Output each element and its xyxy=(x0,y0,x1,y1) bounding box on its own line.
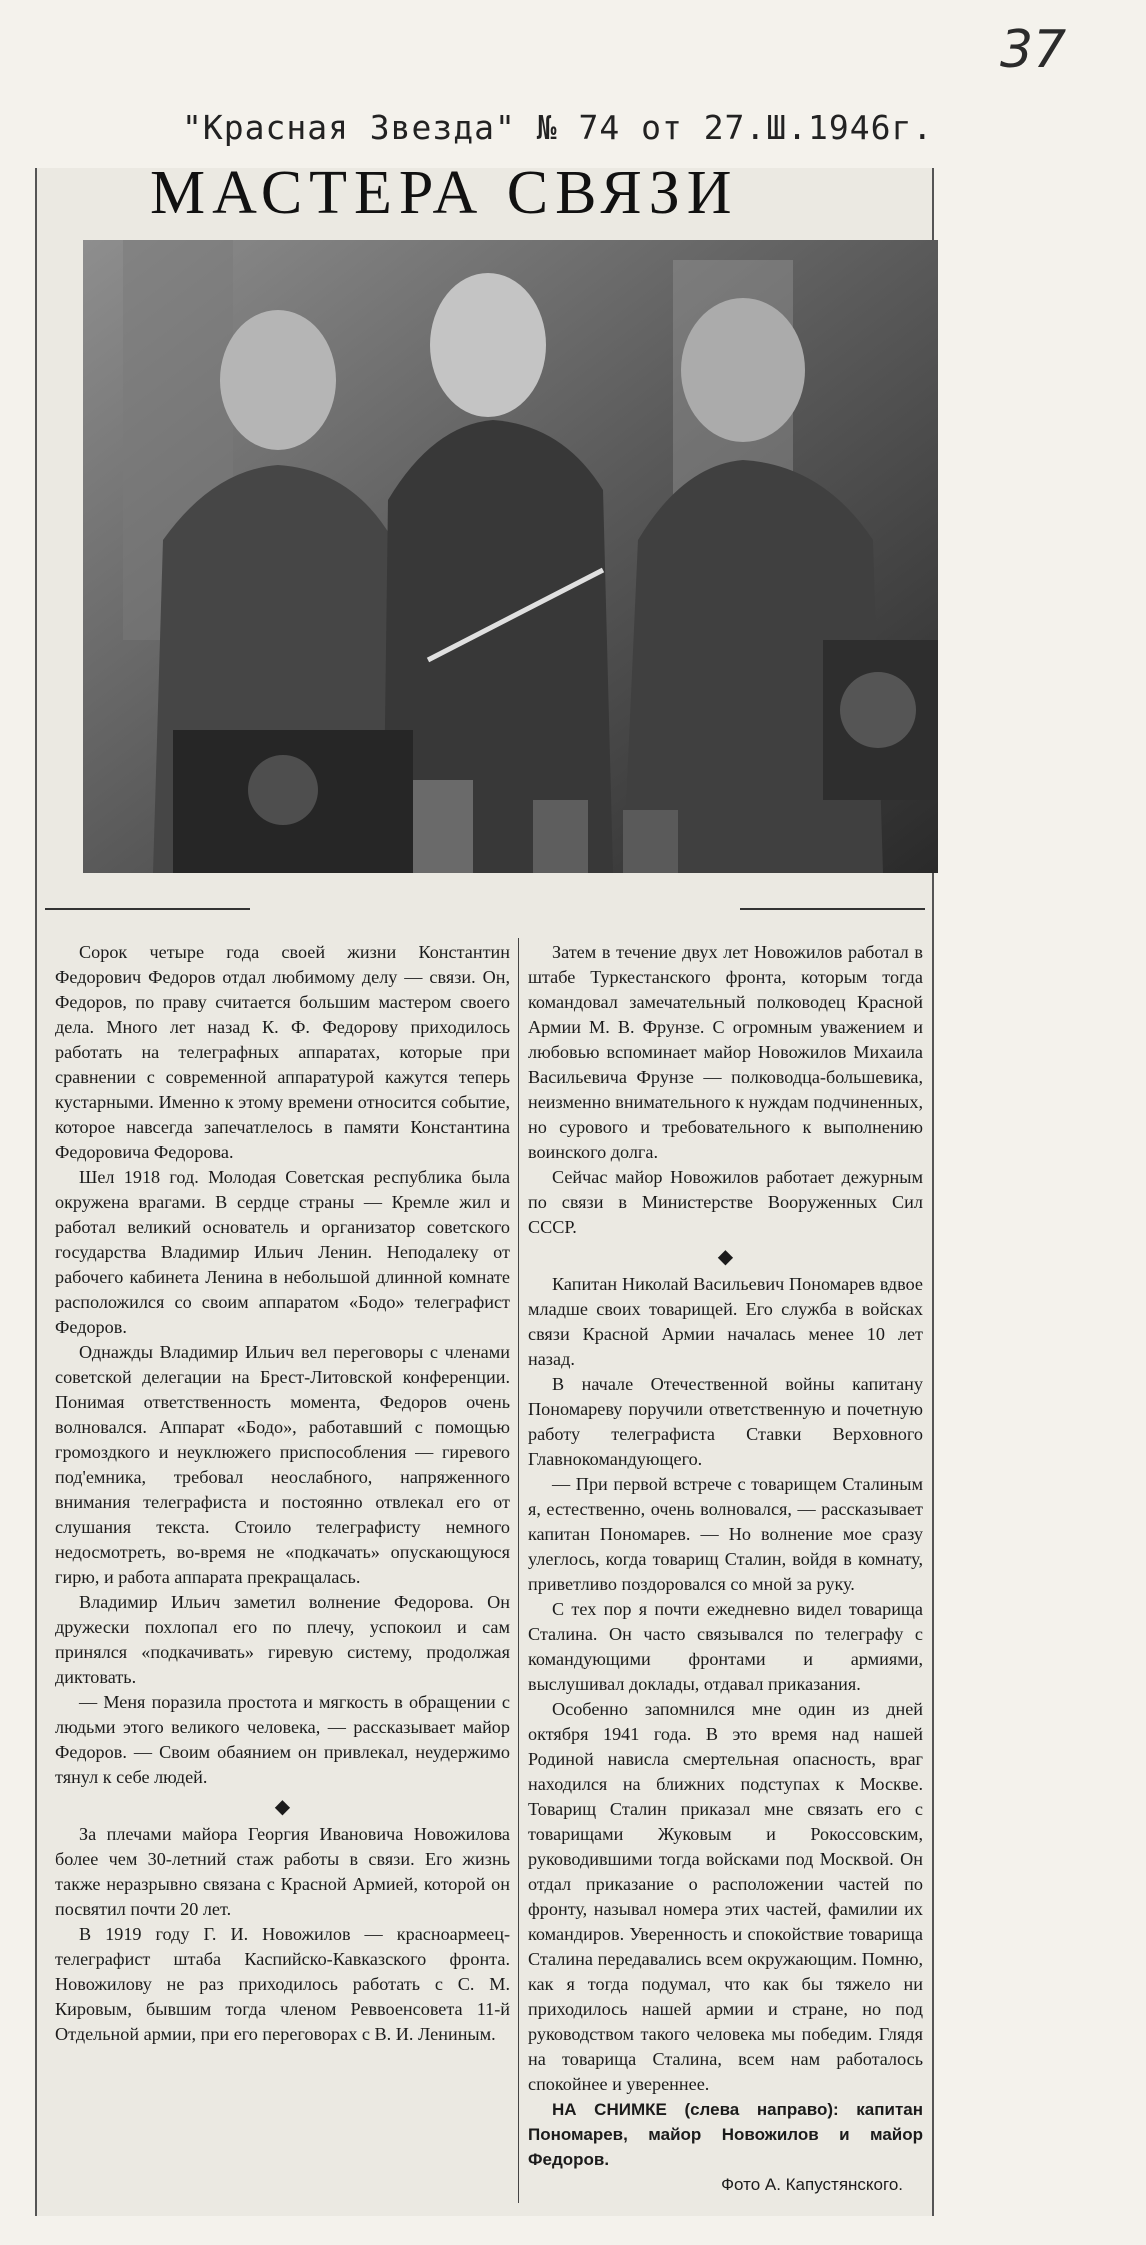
photo-three-officers-icon xyxy=(83,240,938,873)
paragraph: С тех пор я почти ежедневно видел товарища Сталина. Он часто связывался по телеграфу с командующими фронтами и армиями, выслушивал доклады, отдавал приказания. xyxy=(528,1599,923,1694)
photo xyxy=(83,240,938,873)
article-column-left xyxy=(55,940,510,2047)
paragraph: Капитан Николай Васильевич Пономарев вдвое младше своих товарищей. Его служба в войсках связи Красной Армии началась менее 10 лет назад. xyxy=(528,1274,923,1369)
article-column-right xyxy=(528,940,923,2197)
photo-rule-left xyxy=(45,908,250,910)
photo-rule-right xyxy=(740,908,925,910)
paragraph: Особенно запомнился мне один из дней октября 1941 года. В это время над нашей Родиной нависла смертельная опасность, враг находился на ближних подступах к Москве. Товарищ Сталин приказал мне связать его с товарищами Жуковым и Рокоссовским, руководившими тогда войсками под Москвой. Он отдал приказание о расположении частей по фронту, называл номера этих частей, фамилии их командиров. Уверенность и спокойствие товарища Сталина передавались всем окружающим. Помню, как я тогда подумал, что как бы тяжело ни приходилось нашей армии и стране, но под руководством такого человека мы победим. Глядя на товарища Сталина, всем нам работалось спокойнее и увереннее. xyxy=(528,1699,923,2094)
paragraph: Сейчас майор Новожилов работает дежурным по связи в Министерстве Вооруженных Сил СССР. xyxy=(528,1167,923,1237)
paragraph: В начале Отечественной войны капитану Пономареву поручили ответственную и почетную работу телеграфиста Ставки Верховного Главнокомандующего. xyxy=(528,1374,923,1469)
ornament-separator-icon: ◆ xyxy=(274,1794,291,1818)
ornament-separator-icon: ◆ xyxy=(717,1244,734,1268)
photo-credit: Фото А. Капустянского. xyxy=(721,2175,903,2194)
paragraph: Владимир Ильич заметил волнение Федорова. Он дружески похлопал его по плечу, успокоил и сам принялся «подкачивать» гиревую систему, продолжая диктовать. xyxy=(55,1592,510,1687)
paragraph: — При первой встрече с товарищем Сталиным я, естественно, очень волновался, — рассказывает капитан Пономарев. — Но волнение мое сразу улеглось, когда товарищ Сталин, войдя в комнату, приветливо поздоровался со мной за руку. xyxy=(528,1474,923,1594)
photo-caption: НА СНИМКЕ (слева направо): капитан Пономарев, майор Новожилов и майор Федоров. xyxy=(528,2100,923,2169)
paragraph: Шел 1918 год. Молодая Советская республика была окружена врагами. В сердце страны — Кремле жил и работал великий основатель и организатор советского государства Владимир Ильич Ленин. Неподалеку от рабочего кабинета Ленина в небольшой длинной комнате расположился со своим аппаратом «Бодо» телеграфист Федоров. xyxy=(55,1167,510,1337)
paragraph: Сорок четыре года своей жизни Константин Федорович Федоров отдал любимому делу — связи. Он, Федоров, по праву считается большим мастером своего дела. Много лет назад К. Ф. Федорову приходилось работать на телеграфных аппаратах, которые при сравнении с современной аппаратурой кажутся теперь кустарными. Именно к этому времени относится событие, которое навсегда запечатлелось в памяти Константина Федоровича Федорова. xyxy=(55,942,510,1162)
page-number: 37 xyxy=(1000,20,1067,80)
headline: МАСТЕРА СВЯЗИ xyxy=(150,159,739,227)
paragraph: Затем в течение двух лет Новожилов работал в штабе Туркестанского фронта, которым тогда командовал замечательный полководец Красной Армии М. В. Фрунзе. С огромным уважением и любовью вспоминает майор Новожилов Михаила Васильевича Фрунзе — полководца-большевика, неизменно внимательного к нуждам подчиненных, но сурового и требовательного к выполнению воинского долга. xyxy=(528,942,923,1162)
paragraph: — Меня поразила простота и мягкость в обращении с людьми этого великого человека, — рассказывает майор Федоров. — Своим обаянием он привлекал, неудержимо тянул к себе людей. xyxy=(55,1692,510,1787)
paragraph: В 1919 году Г. И. Новожилов — красноармеец-телеграфист штаба Каспийско-Кавказского фронта. Новожилову не раз приходилось работать с С. М. Кировым, бывшим тогда членом Реввоенсовета 11-й Отдельной армии, при его переговорах с В. И. Лениным. xyxy=(55,1924,510,2044)
source-header: "Красная Звезда" № 74 от 27.Ш.1946г. xyxy=(182,108,934,147)
column-divider xyxy=(518,938,519,2203)
paragraph: Однажды Владимир Ильич вел переговоры с членами советской делегации на Брест-Литовской конференции. Понимая ответственность момента, Федоров очень волновался. Аппарат «Бодо», работавший с помощью громоздкого и неуклюжего приспособления — гиревого под'емника, требовал неослабного, напряженного внимания телеграфиста и постоянно отвлекал его от слушания текста. Стоило телеграфисту немного недосмотреть, во-время не «подкачать» опускающуюся гирю, и работа аппарата прекращалась. xyxy=(55,1342,510,1587)
paragraph: За плечами майора Георгия Ивановича Новожилова более чем 30-летний стаж работы в связи. Его жизнь также неразрывно связана с Красной Армией, которой он посвятил почти 20 лет. xyxy=(55,1824,510,1919)
